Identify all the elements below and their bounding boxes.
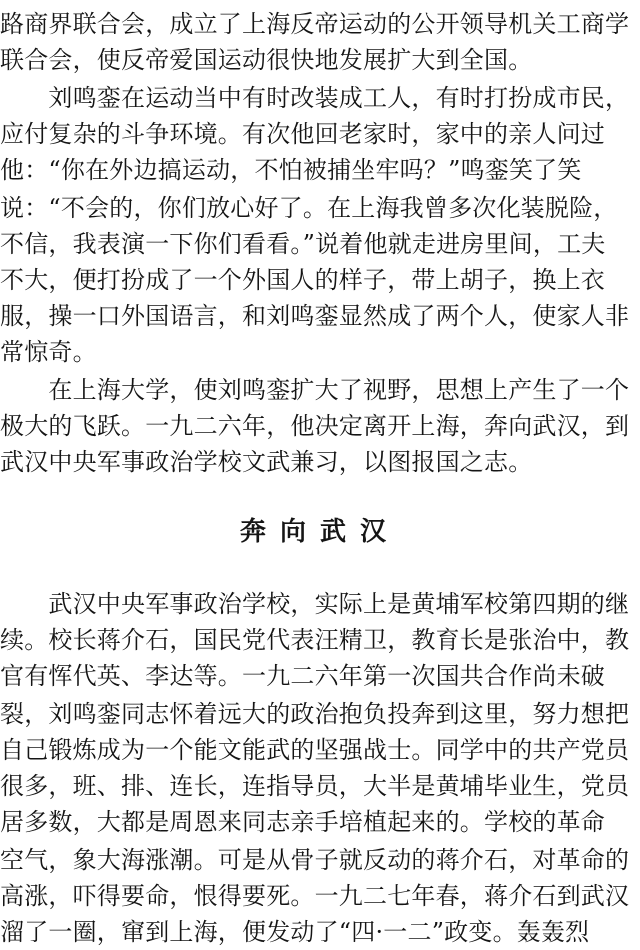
text-line: 极大的飞跃。一九二六年，他决定离开上海，奔向武汉，到	[0, 412, 630, 440]
text-line: 官有恽代英、李达等。一九二六年第一次国共合作尚未破	[0, 662, 605, 690]
text-line: 他：“你在外边搞运动，不怕被捕坐牢吗？”鸣銮笑了笑	[0, 156, 582, 184]
text-line: 说：“不会的，你们放心好了。在上海我曾多次化装脱险，	[0, 194, 618, 222]
text-line: 服，操一口外国语言，和刘鸣銮显然成了两个人，使家人非	[0, 302, 630, 330]
text-line: 不大，便打扮成了一个外国人的样子，带上胡子，换上衣	[0, 266, 605, 294]
text-line: 自己锻炼成为一个能文能武的坚强战士。同学中的共产党员	[0, 736, 630, 764]
text-line: 联合会，使反帝爱国运动很快地发展扩大到全国。	[0, 46, 533, 74]
text-line: 很多，班、排、连长，连指导员，大半是黄埔毕业生，党员	[0, 772, 630, 800]
text-line: 在上海大学，使刘鸣銮扩大了视野，思想上产生了一个	[0, 376, 630, 404]
text-line: 居多数，大都是周恩来同志亲手培植起来的。学校的革命	[0, 808, 605, 836]
text-line: 空气，象大海涨潮。可是从骨子就反动的蒋介石，对革命的	[0, 846, 630, 874]
text-line: 高涨，吓得要命，恨得要死。一九二七年春，蒋介石到武汉	[0, 882, 630, 910]
text-line: 应付复杂的斗争环境。有次他回老家时，家中的亲人问过	[0, 120, 605, 148]
text-line: 续。校长蒋介石，国民党代表汪精卫，教育长是张治中，教	[0, 626, 630, 654]
text-line: 溜了一圈，窜到上海，便发动了“四·一二”政变。轰轰烈	[0, 918, 590, 946]
text-line: 路商界联合会，成立了上海反帝运动的公开领导机关工商学	[0, 10, 630, 38]
text-line: 常惊奇。	[0, 338, 97, 366]
text-line: 裂，刘鸣銮同志怀着远大的政治抱负投奔到这里，努力想把	[0, 700, 630, 728]
text-line: 武汉中央军事政治学校，实际上是黄埔军校第四期的继	[0, 590, 630, 618]
text-line: 刘鸣銮在运动当中有时改装成工人，有时打扮成市民，	[0, 84, 630, 112]
text-line: 武汉中央军事政治学校文武兼习，以图报国之志。	[0, 448, 533, 476]
section-heading: 奔向武汉	[239, 517, 400, 547]
text-line: 不信，我表演一下你们看看。”说着他就走进房里间，工夫	[0, 230, 606, 258]
